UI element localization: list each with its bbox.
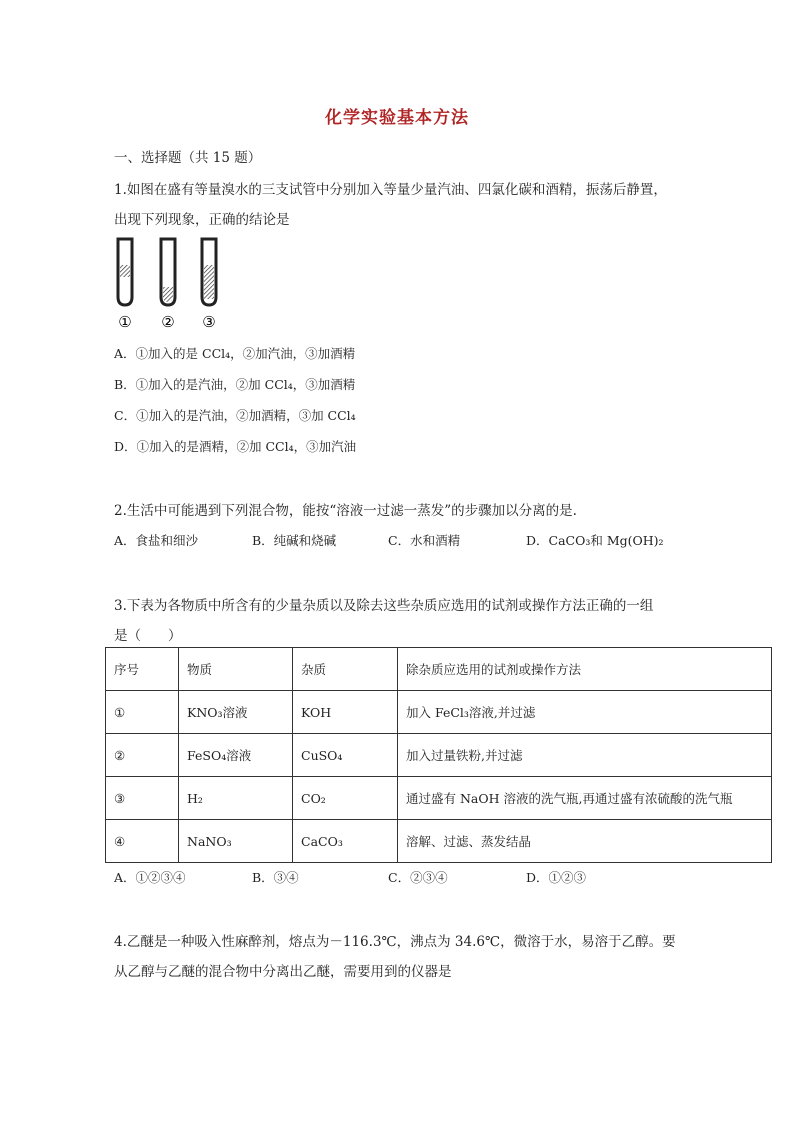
table-row	[106, 691, 772, 734]
table-header-cell: 序号	[106, 648, 179, 691]
table-cell: ①	[106, 691, 179, 734]
q3-text-line2: 是（ ）	[114, 628, 182, 644]
table-header-cell: 除杂质应选用的试剂或操作方法	[398, 648, 772, 691]
table-row	[106, 734, 772, 777]
test-tube-2	[161, 239, 175, 305]
table-header-cell: 杂质	[293, 648, 398, 691]
table-cell: ③	[106, 777, 179, 820]
table-cell: ④	[106, 820, 179, 863]
table-cell: H₂	[179, 777, 293, 820]
table-cell: 加入 FeCl₃溶液,并过滤	[398, 691, 772, 734]
q3-option-c: C．②③④	[388, 870, 448, 885]
table-row	[106, 777, 772, 820]
tube-label-2: ②	[161, 313, 175, 330]
test-tube-3	[202, 239, 216, 305]
table-cell: 溶解、过滤、蒸发结晶	[398, 820, 772, 863]
q1-text-line2: 出现下列现象，正确的结论是	[114, 212, 290, 228]
table-cell: KOH	[293, 691, 398, 734]
table-cell: CuSO₄	[293, 734, 398, 777]
q2-option-d: D．CaCO₃和 Mg(OH)₂	[526, 533, 664, 548]
q2-option-a: A．食盐和细沙	[114, 533, 199, 548]
table-header-row	[106, 648, 772, 691]
q3-option-a: A．①②③④	[114, 870, 186, 885]
q3-option-d: D．①②③	[526, 870, 587, 885]
q2-option-c: C．水和酒精	[388, 533, 461, 548]
table-cell: 通过盛有 NaOH 溶液的洗气瓶,再通过盛有浓硫酸的洗气瓶	[398, 777, 772, 820]
q1-option-c: C．①加入的是汽油，②加酒精，③加 CCl₄	[114, 408, 356, 423]
q1-text-line1: 1.如图在盛有等量溴水的三支试管中分别加入等量少量汽油、四氯化碳和酒精，振荡后静置，	[114, 182, 667, 198]
table-cell: NaNO₃	[179, 820, 293, 863]
table-cell: CO₂	[293, 777, 398, 820]
q1-option-a: A．①加入的是 CCl₄，②加汽油，③加酒精	[114, 346, 356, 361]
q2-option-b: B．纯碱和烧碱	[252, 533, 337, 548]
table-cell: CaCO₃	[293, 820, 398, 863]
q4-text-line2: 从乙醇与乙醚的混合物中分离出乙醚，需要用到的仪器是	[114, 964, 452, 980]
tube-label-3: ③	[202, 313, 216, 330]
section-heading: 一、选择题（共 15 题）	[114, 150, 262, 166]
q1-option-b: B．①加入的是汽油，②加 CCl₄，③加酒精	[114, 377, 356, 392]
table-cell: ②	[106, 734, 179, 777]
q2-text: 2.生活中可能遇到下列混合物，能按“溶液一过滤一蒸发”的步骤加以分离的是.	[114, 503, 577, 519]
tube-label-1: ①	[118, 313, 132, 330]
table-cell: KNO₃溶液	[179, 691, 293, 734]
table-cell: 加入过量铁粉,并过滤	[398, 734, 772, 777]
test-tubes-figure	[110, 235, 230, 330]
q3-option-b: B．③④	[252, 870, 299, 885]
impurity-table	[105, 647, 772, 863]
q4-text-line1: 4.乙醚是一种吸入性麻醉剂，熔点为－116.3℃，沸点为 34.6℃，微溶于水，易溶于乙醇。要	[114, 934, 676, 950]
table-cell: FeSO₄溶液	[179, 734, 293, 777]
q3-text-line1: 3.下表为各物质中所含有的少量杂质以及除去这些杂质应选用的试剂或操作方法正确的一组	[114, 598, 654, 614]
test-tube-1	[118, 239, 132, 305]
q1-option-d: D．①加入的是酒精，②加 CCl₄，③加汽油	[114, 439, 357, 454]
table-row	[106, 820, 772, 863]
page-title: 化学实验基本方法	[325, 108, 469, 128]
table-header-cell: 物质	[179, 648, 293, 691]
